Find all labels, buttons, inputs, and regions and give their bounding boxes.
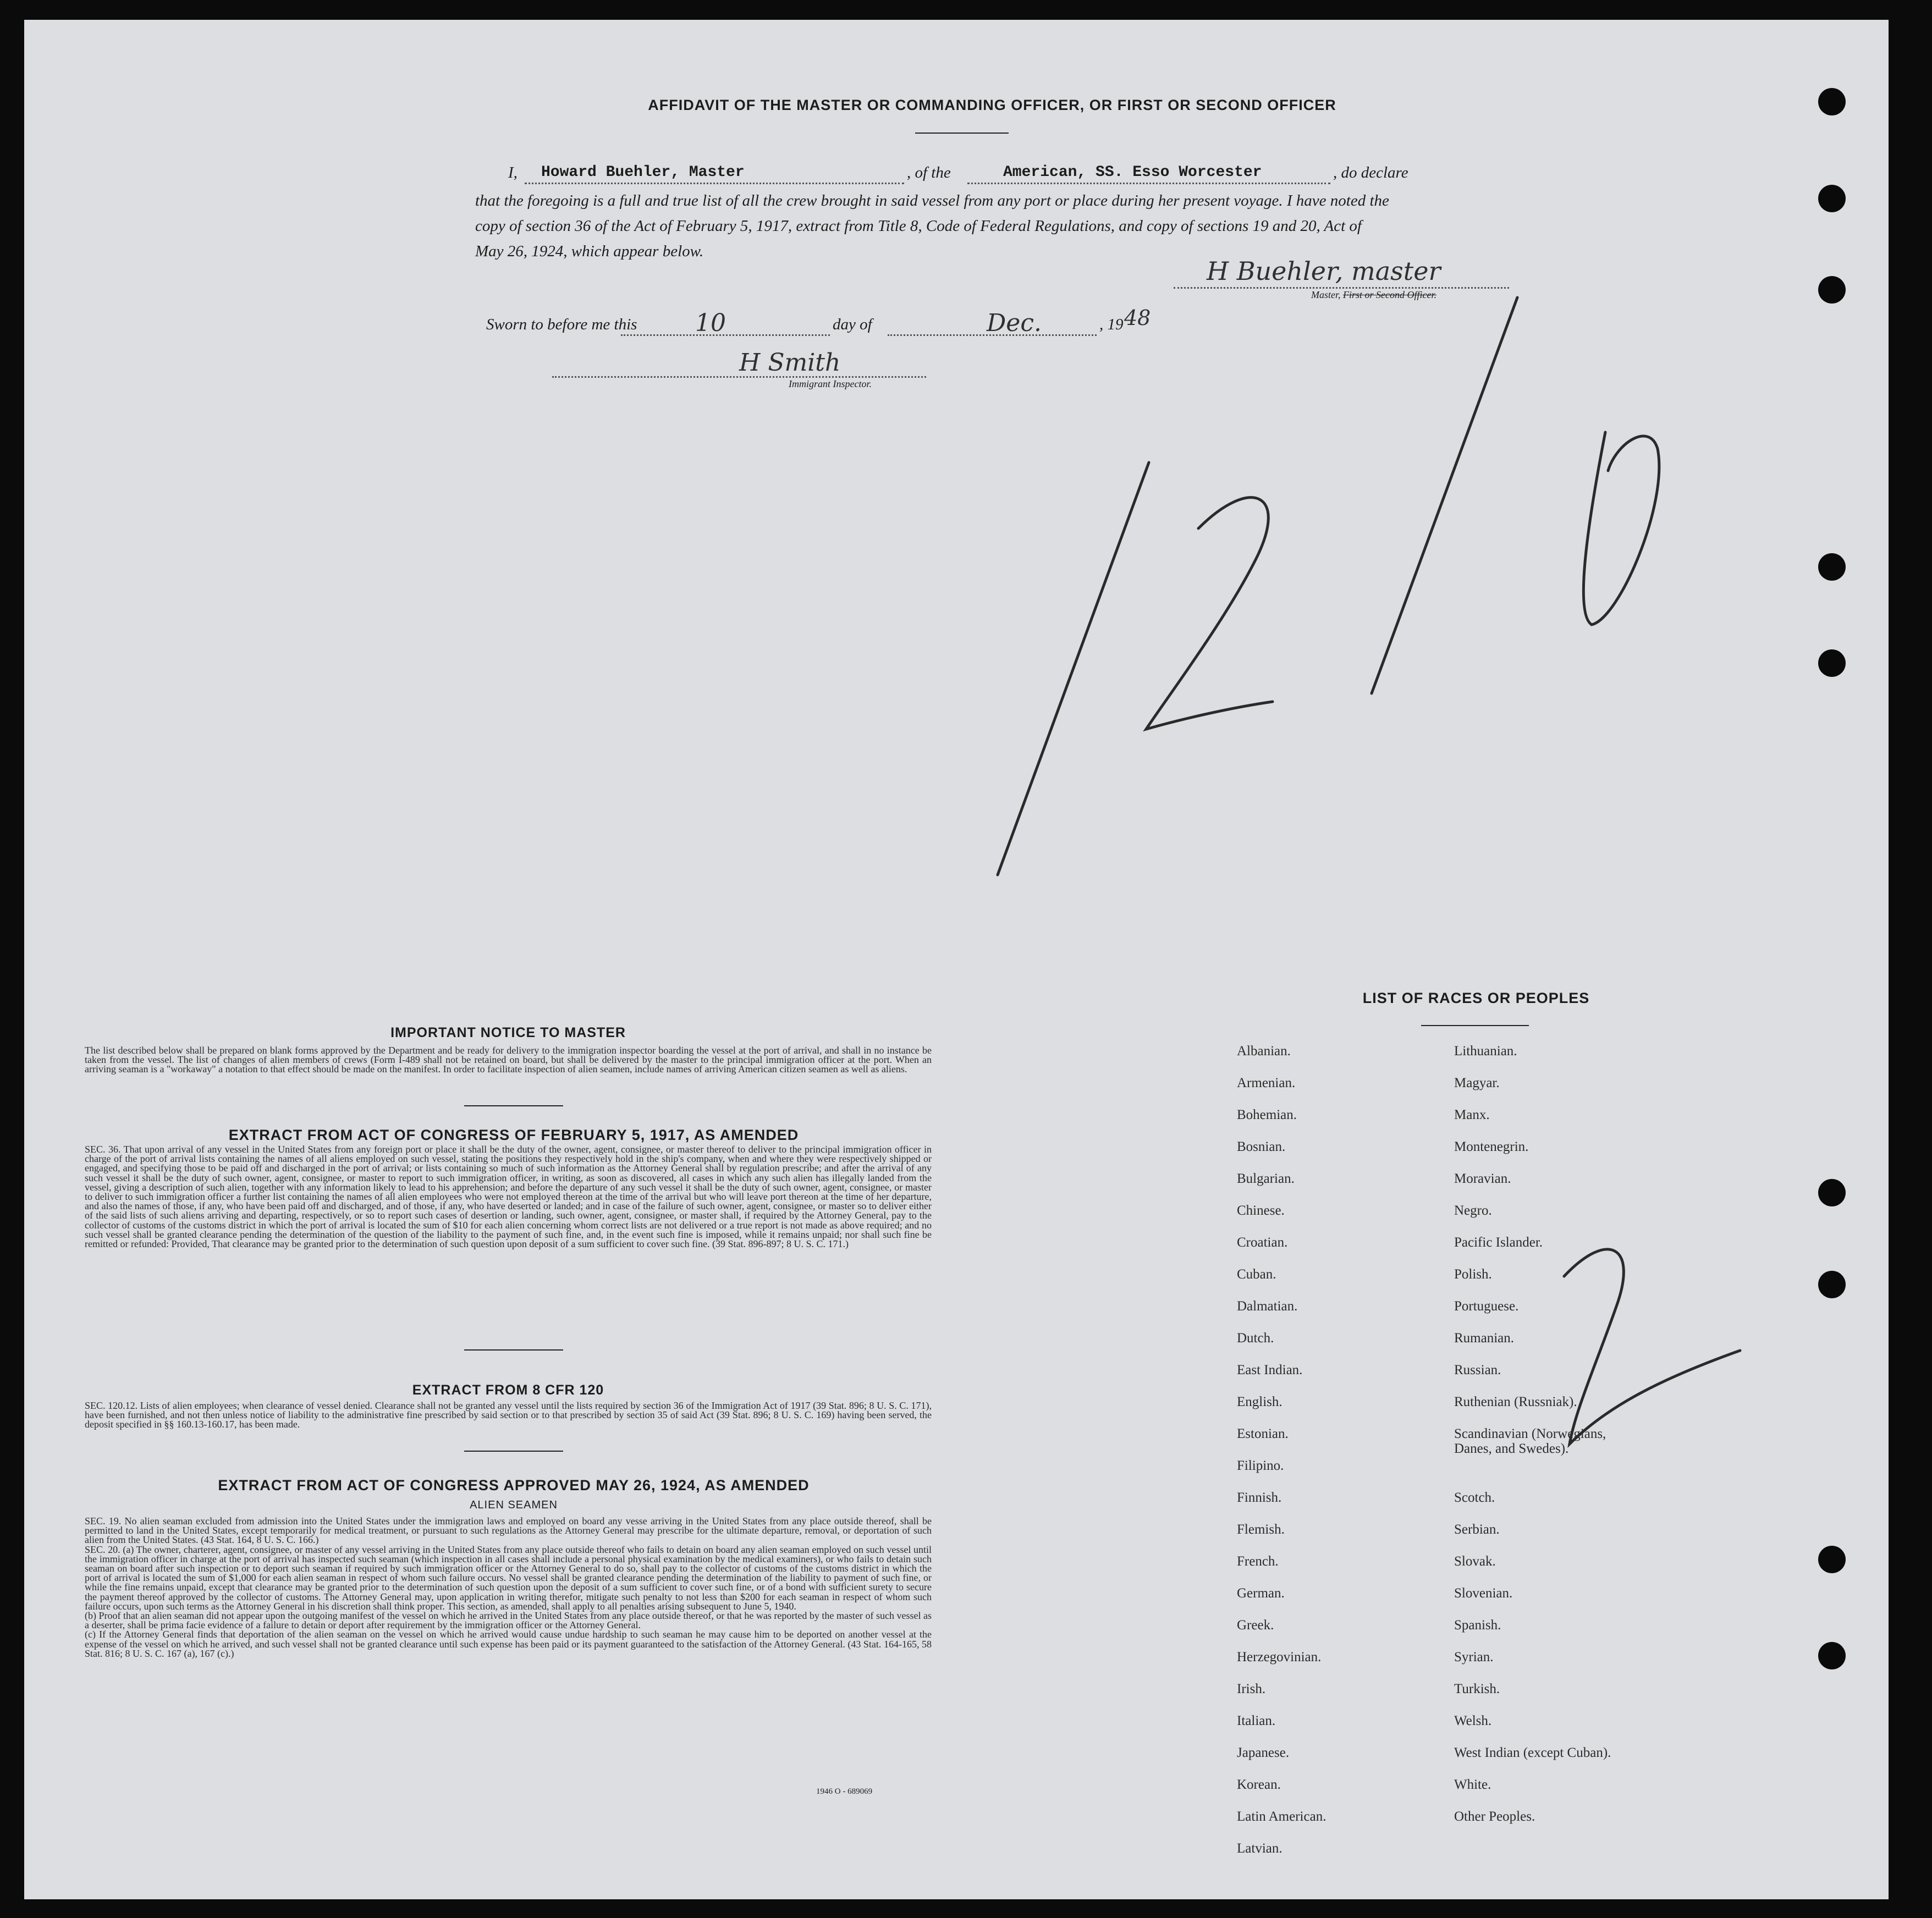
affidavit-title: AFFIDAVIT OF THE MASTER OR COMMANDING OFFICER, OR FIRST OR SECOND OFFICER [648,97,1336,113]
race-entry: Albanian. [1237,1044,1291,1059]
vessel-field: American, SS. Esso Worcester [1003,164,1262,181]
inspector-caption: Immigrant Inspector. [789,378,872,389]
race-entry: Estonian. [1237,1426,1289,1441]
race-entry: Slovak. [1454,1554,1496,1569]
day-of-label: day of [833,316,872,333]
race-entry: Dutch. [1237,1331,1274,1346]
race-entry: Latvian. [1237,1841,1283,1856]
races-heading: LIST OF RACES OR PEOPLES [1362,990,1590,1006]
race-entry: Armenian. [1237,1076,1296,1090]
race-entry: Syrian. [1454,1650,1494,1665]
declarant-prefix: I, [508,164,518,181]
sec-19-paragraph: SEC. 19. No alien seaman excluded from admission into the United States under the immigration laws and employed on board any vesse arriving in the United States from any place outside thereof, shall be permitted to land in the United States, except temporarily for medical treatment, or pursuant to such regulations as the Attorney General may prescribe for the ultimate departure, removal, or deportation of such alien from the United States. (43 Stat. 164, 8 U. S. C. 166.) [85,1515,932,1546]
race-entry: Polish. [1454,1267,1492,1282]
race-entry: Ruthenian (Russniak). [1454,1395,1577,1409]
act-1924-text [85,1517,932,1658]
inspector-signature: H Smith [739,349,841,377]
race-entry: Bulgarian. [1237,1171,1295,1186]
caption-struck: First or Second Officer. [1343,289,1436,300]
race-entry: Bohemian. [1237,1107,1297,1122]
race-entry: Irish. [1237,1682,1266,1696]
race-entry: Latin American. [1237,1809,1326,1824]
sworn-label: Sworn to before me this [486,316,637,333]
race-entry: Montenegrin. [1454,1139,1529,1154]
sec-20c-paragraph: (c) If the Attorney General finds that deportation of the alien seaman on the vessel on which he arrived would cause undue hardship to such seaman he may cause him to be deported on another vessel at the expense of the vessel on which he arrived, and such vessel shall not be granted clearance until such expense has been paid or its payment guaranteed to the satisfaction of the Attorney General. (43 Stat. 164-165, 58 Stat. 816; 8 U. S. C. 167 (a), 167 (c).) [85,1629,932,1659]
race-entry: Portuguese. [1454,1299,1519,1314]
mark-stroke [1372,297,1517,693]
race-entry: Manx. [1454,1107,1490,1122]
race-entry: Magyar. [1454,1076,1500,1090]
race-entry: Dalmatian. [1237,1299,1298,1314]
sec-20-paragraph: SEC. 20. (a) The owner, charterer, agent, consignee, or master of any vessel arriving in the United States from any place outside thereof who fails to detain on board any alien seaman employed on such vessel until the immigration officer in charge at the port of arrival has inspected such seaman (which inspection in all cases shall include a personal physical examination by the medical examiners), or who fails to detain such seaman on board after such inspection or to deport such seaman if required by such immigration officer or the Attorney General to do so, shall pay to the collector of customs of the customs district in which the port of arrival is located the sum of $1,000 for each alien seaman in respect of whom such failure occurs. No vessel shall be granted clearance pending the determination of the liability to payment of such fine, or while the fine remains unpaid, except that clearance may be granted prior to the determination of such question upon the deposit of a sum sufficient to cover such fine, or of a bond with sufficient surety to secure the payment thereof approved by the collector of customs. The Attorney General may, upon application in writing therefor, mitigate such penalty to not less than $200 for each seaman in respect of whom such failure occurs, upon such terms as the Attorney General in his discretion shall think proper. This section, as amended, shall apply to all penalties arising subsequent to June 5, 1940. [85,1544,932,1612]
mark-stroke [1146,498,1273,729]
race-entry: Slovenian. [1454,1586,1513,1601]
race-entry: Japanese. [1237,1745,1290,1760]
declaration-line: that the foregoing is a full and true list of all the crew brought in said vessel from any port or place during her present voyage. I have noted the [475,192,1389,210]
race-entry: English. [1237,1395,1283,1409]
mark-stroke [998,462,1149,875]
act-1917-heading: EXTRACT FROM ACT OF CONGRESS OF FEBRUARY 5, 1917, AS AMENDED [228,1127,799,1143]
of-the-label: , of the [907,164,951,181]
race-entry: Welsh. [1454,1713,1492,1728]
print-code: 1946 O - 689069 [816,1787,873,1796]
race-entry: Finnish. [1237,1490,1282,1505]
section-rule [464,1105,563,1106]
races-rule [1421,1025,1529,1026]
race-entry: Herzegovinian. [1237,1650,1322,1665]
race-entry: Turkish. [1454,1682,1500,1696]
race-entry: French. [1237,1554,1279,1569]
race-entry: Russian. [1454,1363,1501,1377]
master-signature: H Buehler, master [1207,256,1441,286]
section-rule [464,1451,563,1452]
race-entry: Pacific Islander. [1454,1235,1543,1250]
mark-stroke [1564,1249,1740,1444]
race-entry: Spanish. [1454,1618,1501,1633]
declaration-line: May 26, 1924, which appear below. [475,242,704,260]
race-entry: White. [1454,1777,1491,1792]
document-sheet [24,20,1889,1899]
race-entry: Chinese. [1237,1203,1285,1218]
act-1924-heading: EXTRACT FROM ACT OF CONGRESS APPROVED MAY 26, 1924, AS AMENDED [218,1477,810,1493]
race-entry: Scandinavian (Norwegians, Danes, and Swedes). [1454,1426,1606,1456]
race-entry: Rumanian. [1454,1331,1515,1346]
race-entry: Korean. [1237,1777,1281,1792]
race-entry: Cuban. [1237,1267,1276,1282]
mark-stroke [1583,432,1659,625]
sec-20b-paragraph: (b) Proof that an alien seaman did not appear upon the outgoing manifest of the vessel on which he arrived in the United States from any place outside thereof, or that he was reported by the master of such vessel as a deserter, shall be prima facie evidence of a failure to detain or deport after requirement by the immigration officer or the Attorney General. [85,1610,932,1631]
do-declare-label: , do declare [1333,164,1408,181]
sworn-day: 10 [695,309,726,337]
section-rule [464,1349,563,1351]
sworn-month: Dec. [987,309,1042,337]
act-1917-text: SEC. 36. That upon arrival of any vessel in the United States from any foreign port or place it shall be the duty of the owner, agent, consignee, or master thereof to deliver to the principal immigration officer in charge of the port of arrival lists containing the names of all aliens employed on such vessel, stating the positions they respectively hold in the ship's company, when and where they were respectively shipped or engaged, and specifying those to be paid off and discharged in the port of arrival; or lists containing so much of such information as the Attorney General shall by regulation prescribe; and after the arrival of any such vessel it shall be the duty of such owner, agent, consignee, or master to report to such immigration officer, in writing, as soon as discovered, all cases in which any such alien has illegally landed from the vessel, giving a description of such alien, together with any information likely to lead to his apprehension; and before the departure of any such vessel it shall be the duty of such owner, agent, consignee, or master to deliver to such immigration officer a further list containing the names of all alien employees who were not employed thereon at the time of the arrival but who will leave port thereon at the time of her departure, and also the names of those, if any, who have been paid off and discharged, and of those, if any, who have deserted or landed; and in case of the failure of such owner, agent, consignee, or master so to deliver either of the said lists of such aliens arriving and departing, respectively, or so to report such cases of desertion or landing, such owner, agent, consignee, or master shall, if required by the Attorney General, pay to the collector of customs of the customs district in which the port of arrival is located the sum of $10 for each alien concerning whom correct lists are not delivered or a true report is not made as above required; and no such vessel shall be granted clearance pending the determination of the question of the liability to the payment of such fine, and, in the event such fine is imposed, while it remains unpaid; nor shall such fine be remitted or refunded: Provided, That clearance may be granted prior to the determination of such question upon deposit of a sum sufficient to cover such fine. (39 Stat. 896-897; 8 U. S. C. 171.) [85,1144,932,1250]
race-entry: Filipino. [1237,1458,1284,1473]
year-prefix: , 19 [1099,316,1124,333]
race-entry: Other Peoples. [1454,1809,1535,1824]
race-entry: West Indian (except Cuban). [1454,1745,1611,1760]
race-entry: Greek. [1237,1618,1274,1633]
race-entry: Lithuanian. [1454,1044,1517,1059]
race-entry: East Indian. [1237,1363,1303,1377]
cfr-text: SEC. 120.12. Lists of alien employees; when clearance of vessel denied. Clearance shall not be granted any vessel until the lists required by section 36 of the Immigration Act of 1917 (39 Stat. 896; 8 U. S. C. 171), have been furnished, and not then unless notice of liability to the administrative fine prescribed by said section or to that prescribed by section 35 of said Act (39 Stat. 896; 8 U. S. C. 169) having been served, the deposit specified in §§ 160.13-160.17, has been made. [85,1400,932,1430]
race-entry: Moravian. [1454,1171,1511,1186]
race-entry: Scotch. [1454,1490,1495,1505]
race-entry: Croatian. [1237,1235,1288,1250]
declaration-line: copy of section 36 of the Act of February 5, 1917, extract from Title 8, Code of Federal Regulations, and copy of sections 19 and 20, Act of [475,217,1362,235]
race-entry: German. [1237,1586,1285,1601]
race-entry: Flemish. [1237,1522,1285,1537]
notice-text: The list described below shall be prepared on blank forms approved by the Department and be ready for delivery to the immigration inspector boarding the vessel at the port of arrival, and shall in no instance be taken from the vessel. The list of changes of alien members of crews (Form I-489 shall not be retained on board, but shall be delivered by the master to the principal immigration officer at the port. When an arriving seaman is a "workaway" a notation to that effect should be made on the manifest. In order to facilitate inspection of alien seamen, include names of arriving American citizen seamen as well as aliens. [85,1045,932,1075]
race-entry: Bosnian. [1237,1139,1286,1154]
race-entry: Italian. [1237,1713,1276,1728]
race-entry: Negro. [1454,1203,1492,1218]
master-name-field: Howard Buehler, Master [541,164,745,181]
sworn-year: 48 [1124,306,1151,330]
race-entry: Serbian. [1454,1522,1500,1537]
notice-heading: IMPORTANT NOTICE TO MASTER [390,1025,626,1040]
alien-seamen-subheading: ALIEN SEAMEN [470,1499,558,1511]
caption-master: Master, [1311,289,1341,300]
cfr-heading: EXTRACT FROM 8 CFR 120 [412,1382,604,1398]
